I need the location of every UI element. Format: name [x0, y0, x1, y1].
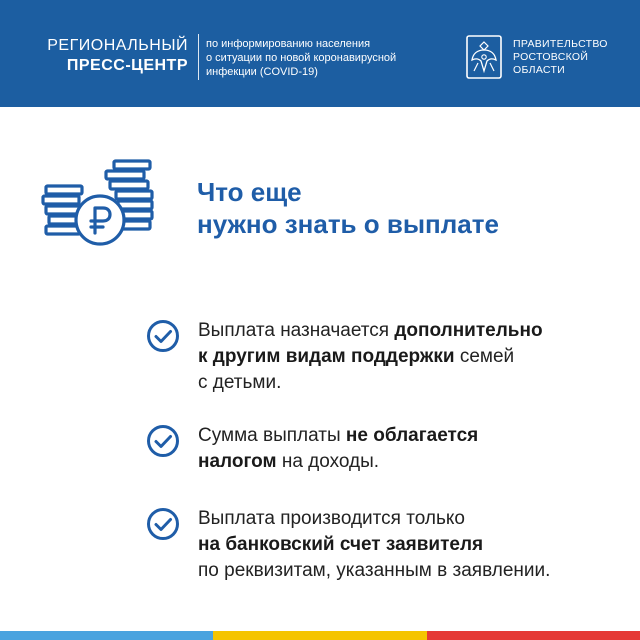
stripe-red [427, 631, 640, 640]
page-title [197, 176, 499, 240]
fact-text: Выплата назначается дополнительно к другим видам поддержки семей с детьми. [198, 320, 543, 393]
tricolor-stripe [0, 631, 640, 640]
header-banner [0, 0, 640, 107]
header-divider [198, 34, 199, 80]
gov-line: ОБЛАСТИ [513, 64, 566, 76]
fact-emphasis: не облагается [345, 425, 479, 446]
ruble-coins-icon [40, 158, 158, 246]
press-center-logo [47, 36, 188, 76]
header-subtitle [206, 37, 396, 79]
title-line: Что еще [197, 177, 302, 207]
gov-line: ПРАВИТЕЛЬСТВО [513, 38, 608, 50]
check-circle-icon [146, 507, 180, 541]
subtitle-line: инфекции (COVID-19) [206, 66, 318, 78]
title-line: нужно знать о выплате [197, 209, 499, 239]
subtitle-line: по информированию населения [206, 38, 371, 50]
brand-line-1: РЕГИОНАЛЬНЫЙ [47, 37, 188, 54]
fact-text: Выплата производится только на банковский счет заявителя по реквизитам, указанным в заявлении. [198, 508, 551, 581]
fact-emphasis: дополнительно [394, 320, 543, 341]
stripe-blue [0, 631, 213, 640]
coat-of-arms-icon [463, 33, 505, 81]
gov-line: РОСТОВСКОЙ [513, 51, 589, 63]
fact-text: Сумма выплаты не облагается налогом на доходы. [198, 425, 479, 472]
fact-emphasis: к другим видам поддержки [198, 346, 455, 367]
government-name [513, 38, 608, 77]
fact-emphasis: на банковский счет заявителя [198, 534, 484, 555]
subtitle-line: о ситуации по новой коронавирусной [206, 52, 397, 64]
stripe-yellow [213, 631, 426, 640]
fact-emphasis: налогом [198, 451, 277, 472]
check-circle-icon [146, 424, 180, 458]
check-circle-icon [146, 319, 180, 353]
brand-line-2: ПРЕСС-ЦЕНТР [66, 57, 188, 74]
